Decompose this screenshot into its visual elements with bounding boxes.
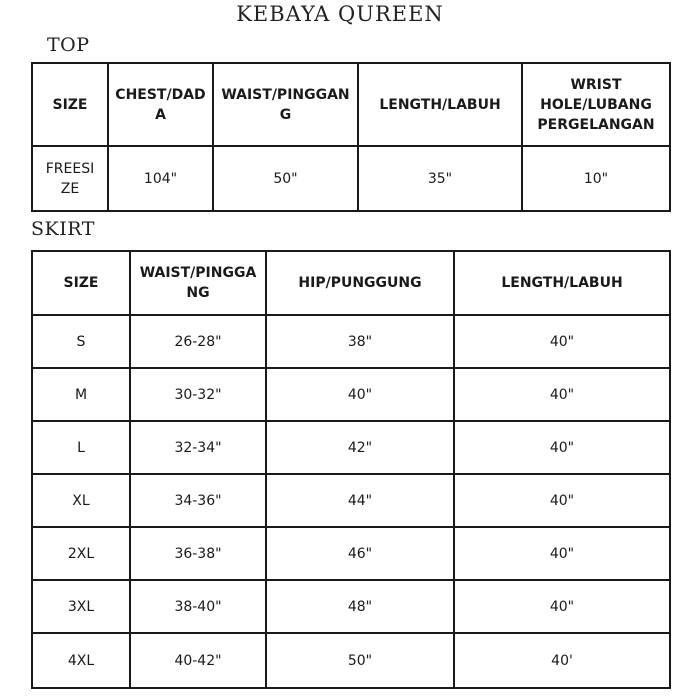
cell-hip: 42"	[266, 421, 454, 474]
table-row	[32, 315, 670, 368]
cell-waist: 32-34"	[130, 421, 266, 474]
table-row	[32, 633, 670, 688]
cell-size: 3XL	[32, 580, 130, 633]
table-header-row	[32, 63, 670, 146]
cell-waist: 40-42"	[130, 633, 266, 688]
cell-length: 40"	[454, 474, 670, 527]
cell-size: XL	[32, 474, 130, 527]
header-length: LENGTH/LABUH	[358, 63, 522, 146]
cell-size: FREESIZE	[32, 146, 108, 211]
cell-length: 40"	[454, 421, 670, 474]
cell-length: 35"	[358, 146, 522, 211]
cell-length: 40"	[454, 580, 670, 633]
top-size-table	[31, 62, 671, 212]
skirt-section-label: SKIRT	[31, 218, 95, 240]
cell-size: M	[32, 368, 130, 421]
cell-hip: 40"	[266, 368, 454, 421]
header-waist: WAIST/PINGGANG	[130, 251, 266, 315]
table-row	[32, 580, 670, 633]
header-hip: HIP/PUNGGUNG	[266, 251, 454, 315]
cell-length: 40"	[454, 368, 670, 421]
cell-size: 2XL	[32, 527, 130, 580]
cell-hip: 50"	[266, 633, 454, 688]
cell-size: L	[32, 421, 130, 474]
cell-waist: 50"	[213, 146, 358, 211]
cell-waist: 26-28"	[130, 315, 266, 368]
cell-waist: 30-32"	[130, 368, 266, 421]
cell-hip: 46"	[266, 527, 454, 580]
header-waist: WAIST/PINGGANG	[213, 63, 358, 146]
cell-length: 40"	[454, 315, 670, 368]
table-row	[32, 368, 670, 421]
table-header-row	[32, 251, 670, 315]
cell-hip: 48"	[266, 580, 454, 633]
table-row	[32, 474, 670, 527]
skirt-size-table	[31, 250, 671, 689]
cell-waist: 38-40"	[130, 580, 266, 633]
top-section-label: TOP	[47, 34, 90, 56]
table-row	[32, 146, 670, 211]
cell-length: 40'	[454, 633, 670, 688]
header-size: SIZE	[32, 63, 108, 146]
page-title: KEBAYA QUREEN	[236, 2, 444, 26]
header-length: LENGTH/LABUH	[454, 251, 670, 315]
header-wrist-hole: WRIST HOLE/LUBANG PERGELANGAN	[522, 63, 670, 146]
cell-chest: 104"	[108, 146, 213, 211]
table-row	[32, 421, 670, 474]
header-size: SIZE	[32, 251, 130, 315]
cell-waist: 34-36"	[130, 474, 266, 527]
header-chest: CHEST/DADA	[108, 63, 213, 146]
cell-wrist-hole: 10"	[522, 146, 670, 211]
cell-waist: 36-38"	[130, 527, 266, 580]
cell-length: 40"	[454, 527, 670, 580]
table-row	[32, 527, 670, 580]
cell-size: S	[32, 315, 130, 368]
cell-hip: 44"	[266, 474, 454, 527]
cell-size: 4XL	[32, 633, 130, 688]
cell-hip: 38"	[266, 315, 454, 368]
